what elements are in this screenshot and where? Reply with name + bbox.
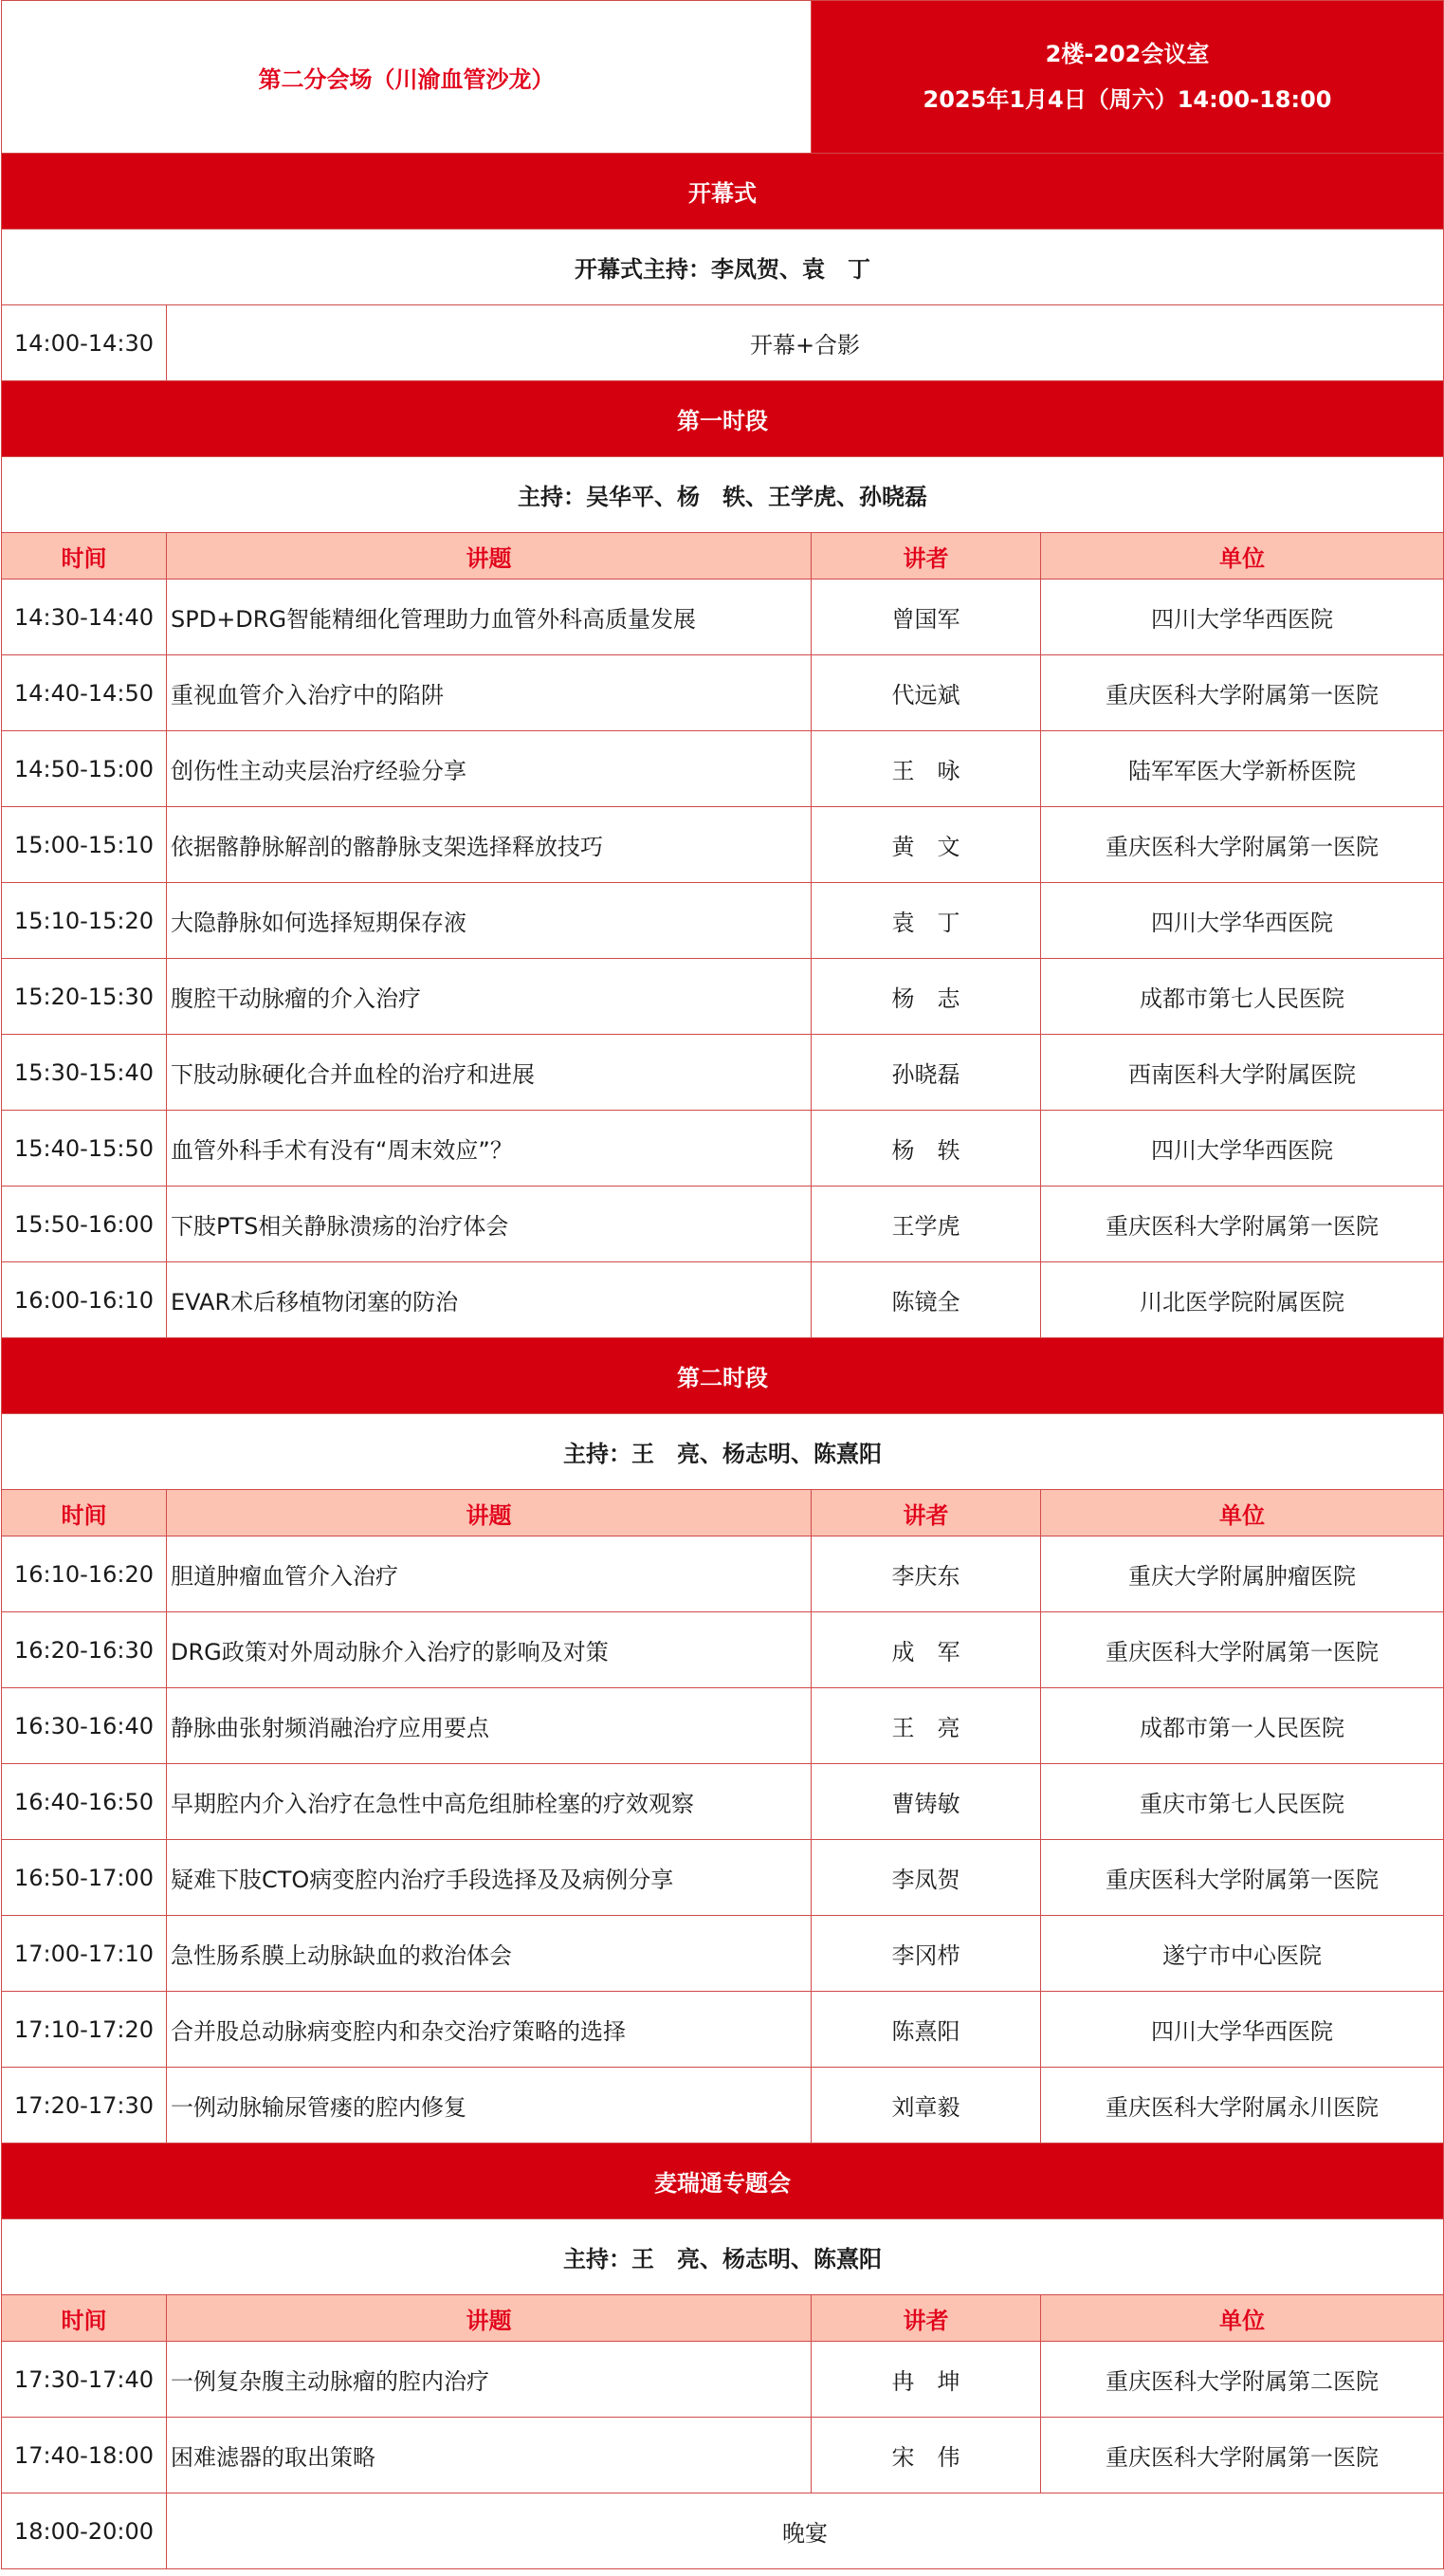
speaker-cell: 王 咏 bbox=[812, 731, 1041, 807]
table-row bbox=[2, 1262, 1444, 1338]
org-cell: 重庆医科大学附属第一医院 bbox=[1041, 807, 1444, 883]
org-cell: 重庆医科大学附属第一医院 bbox=[1041, 2418, 1444, 2493]
org-cell: 成都市第一人民医院 bbox=[1041, 1688, 1444, 1764]
org-cell: 四川大学华西医院 bbox=[1041, 580, 1444, 655]
topic-cell: 急性肠系膜上动脉缺血的救治体会 bbox=[167, 1916, 812, 1992]
topic-cell: 依据髂静脉解剖的髂静脉支架选择释放技巧 bbox=[167, 807, 812, 883]
time-cell: 15:50-16:00 bbox=[2, 1187, 167, 1262]
section-host: 主持：王 亮、杨志明、陈熹阳 bbox=[2, 1414, 1444, 1490]
speaker-cell: 黄 文 bbox=[812, 807, 1041, 883]
opening-item: 开幕+合影 bbox=[167, 305, 1444, 381]
org-cell: 重庆医科大学附属第二医院 bbox=[1041, 2342, 1444, 2418]
org-cell: 重庆医科大学附属第一医院 bbox=[1041, 1187, 1444, 1262]
org-cell: 陆军军医大学新桥医院 bbox=[1041, 731, 1444, 807]
schedule-table bbox=[1, 0, 1444, 2569]
speaker-cell: 刘章毅 bbox=[812, 2068, 1041, 2144]
topic-cell: 胆道肿瘤血管介入治疗 bbox=[167, 1536, 812, 1612]
table-row bbox=[2, 1916, 1444, 1992]
speaker-cell: 杨 轶 bbox=[812, 1111, 1041, 1187]
org-cell: 成都市第七人民医院 bbox=[1041, 959, 1444, 1035]
speaker-cell: 曾国军 bbox=[812, 580, 1041, 655]
topic-cell: 一例复杂腹主动脉瘤的腔内治疗 bbox=[167, 2342, 812, 2418]
speaker-cell: 李冈栉 bbox=[812, 1916, 1041, 1992]
org-cell: 重庆大学附属肿瘤医院 bbox=[1041, 1536, 1444, 1612]
session2-title-row bbox=[2, 1338, 1444, 1414]
topic-cell: 困难滤器的取出策略 bbox=[167, 2418, 812, 2493]
time-cell: 14:50-15:00 bbox=[2, 731, 167, 807]
section-host: 主持：王 亮、杨志明、陈熹阳 bbox=[2, 2219, 1444, 2295]
time-cell: 18:00-20:00 bbox=[2, 2493, 167, 2569]
header-info bbox=[812, 1, 1444, 154]
speaker-cell: 孙晓磊 bbox=[812, 1035, 1041, 1111]
time-cell: 17:30-17:40 bbox=[2, 2342, 167, 2418]
topic-cell: SPD+DRG智能精细化管理助力血管外科高质量发展 bbox=[167, 580, 812, 655]
org-cell: 重庆医科大学附属第一医院 bbox=[1041, 1612, 1444, 1688]
time-cell: 16:50-17:00 bbox=[2, 1840, 167, 1916]
table-row bbox=[2, 1992, 1444, 2068]
table-row bbox=[2, 580, 1444, 655]
column-header-time: 时间 bbox=[2, 533, 167, 580]
time-cell: 15:30-15:40 bbox=[2, 1035, 167, 1111]
header-row bbox=[2, 1, 1444, 154]
speaker-cell: 袁 丁 bbox=[812, 883, 1041, 959]
page-title: 第二分会场（川渝血管沙龙） bbox=[2, 1, 812, 154]
table-row bbox=[2, 1111, 1444, 1187]
session3-title-row bbox=[2, 2144, 1444, 2219]
speaker-cell: 曹铸敏 bbox=[812, 1764, 1041, 1840]
time-cell: 16:20-16:30 bbox=[2, 1612, 167, 1688]
column-header-row bbox=[2, 2295, 1444, 2342]
time-cell: 17:20-17:30 bbox=[2, 2068, 167, 2144]
section-title: 第二时段 bbox=[2, 1338, 1444, 1414]
org-cell: 四川大学华西医院 bbox=[1041, 883, 1444, 959]
section-title: 第一时段 bbox=[2, 381, 1444, 457]
table-row bbox=[2, 1688, 1444, 1764]
speaker-cell: 成 军 bbox=[812, 1612, 1041, 1688]
column-header-row bbox=[2, 533, 1444, 580]
topic-cell: 重视血管介入治疗中的陷阱 bbox=[167, 655, 812, 731]
time-cell: 17:10-17:20 bbox=[2, 1992, 167, 2068]
table-row bbox=[2, 883, 1444, 959]
speaker-cell: 陈镜全 bbox=[812, 1262, 1041, 1338]
time-cell: 14:00-14:30 bbox=[2, 305, 167, 381]
section-title: 麦瑞通专题会 bbox=[2, 2144, 1444, 2219]
speaker-cell: 杨 志 bbox=[812, 959, 1041, 1035]
topic-cell: 静脉曲张射频消融治疗应用要点 bbox=[167, 1688, 812, 1764]
session3-host-row bbox=[2, 2219, 1444, 2295]
closing-item: 晚宴 bbox=[167, 2493, 1444, 2569]
session1-host-row bbox=[2, 457, 1444, 533]
org-cell: 重庆医科大学附属永川医院 bbox=[1041, 2068, 1444, 2144]
column-header-speaker: 讲者 bbox=[812, 2295, 1041, 2342]
column-header-time: 时间 bbox=[2, 1490, 167, 1536]
table-row bbox=[2, 655, 1444, 731]
topic-cell: EVAR术后移植物闭塞的防治 bbox=[167, 1262, 812, 1338]
table-row bbox=[2, 1187, 1444, 1262]
column-header-topic: 讲题 bbox=[167, 1490, 812, 1536]
datetime: 2025年1月4日（周六）14:00-18:00 bbox=[923, 86, 1332, 113]
table-row bbox=[2, 2418, 1444, 2493]
column-header-org: 单位 bbox=[1041, 1490, 1444, 1536]
opening-row bbox=[2, 305, 1444, 381]
speaker-cell: 李凤贺 bbox=[812, 1840, 1041, 1916]
time-cell: 15:20-15:30 bbox=[2, 959, 167, 1035]
speaker-cell: 冉 坤 bbox=[812, 2342, 1041, 2418]
column-header-speaker: 讲者 bbox=[812, 533, 1041, 580]
column-header-org: 单位 bbox=[1041, 533, 1444, 580]
speaker-cell: 陈熹阳 bbox=[812, 1992, 1041, 2068]
topic-cell: 下肢PTS相关静脉溃疡的治疗体会 bbox=[167, 1187, 812, 1262]
closing-row bbox=[2, 2493, 1444, 2569]
table-row bbox=[2, 1840, 1444, 1916]
column-header-topic: 讲题 bbox=[167, 533, 812, 580]
topic-cell: 下肢动脉硬化合并血栓的治疗和进展 bbox=[167, 1035, 812, 1111]
table-row bbox=[2, 807, 1444, 883]
venue: 2楼-202会议室 bbox=[1045, 41, 1210, 67]
table-row bbox=[2, 1035, 1444, 1111]
time-cell: 14:40-14:50 bbox=[2, 655, 167, 731]
table-row bbox=[2, 2068, 1444, 2144]
section-title: 开幕式 bbox=[2, 154, 1444, 230]
speaker-cell: 宋 伟 bbox=[812, 2418, 1041, 2493]
opening-title-row bbox=[2, 154, 1444, 230]
org-cell: 重庆医科大学附属第一医院 bbox=[1041, 1840, 1444, 1916]
org-cell: 重庆市第七人民医院 bbox=[1041, 1764, 1444, 1840]
time-cell: 15:00-15:10 bbox=[2, 807, 167, 883]
column-header-row bbox=[2, 1490, 1444, 1536]
table-row bbox=[2, 731, 1444, 807]
column-header-time: 时间 bbox=[2, 2295, 167, 2342]
session2-host-row bbox=[2, 1414, 1444, 1490]
topic-cell: 血管外科手术有没有“周末效应”？ bbox=[167, 1111, 812, 1187]
time-cell: 14:30-14:40 bbox=[2, 580, 167, 655]
time-cell: 16:10-16:20 bbox=[2, 1536, 167, 1612]
topic-cell: 合并股总动脉病变腔内和杂交治疗策略的选择 bbox=[167, 1992, 812, 2068]
time-cell: 17:00-17:10 bbox=[2, 1916, 167, 1992]
table-row bbox=[2, 2342, 1444, 2418]
time-cell: 15:40-15:50 bbox=[2, 1111, 167, 1187]
speaker-cell: 代远斌 bbox=[812, 655, 1041, 731]
time-cell: 16:40-16:50 bbox=[2, 1764, 167, 1840]
speaker-cell: 李庆东 bbox=[812, 1536, 1041, 1612]
column-header-topic: 讲题 bbox=[167, 2295, 812, 2342]
table-row bbox=[2, 1764, 1444, 1840]
column-header-org: 单位 bbox=[1041, 2295, 1444, 2342]
org-cell: 四川大学华西医院 bbox=[1041, 1111, 1444, 1187]
topic-cell: 大隐静脉如何选择短期保存液 bbox=[167, 883, 812, 959]
org-cell: 重庆医科大学附属第一医院 bbox=[1041, 655, 1444, 731]
org-cell: 遂宁市中心医院 bbox=[1041, 1916, 1444, 1992]
section-host: 开幕式主持：李凤贺、袁 丁 bbox=[2, 230, 1444, 305]
time-cell: 15:10-15:20 bbox=[2, 883, 167, 959]
opening-host-row bbox=[2, 230, 1444, 305]
speaker-cell: 王学虎 bbox=[812, 1187, 1041, 1262]
speaker-cell: 王 亮 bbox=[812, 1688, 1041, 1764]
topic-cell: 创伤性主动夹层治疗经验分享 bbox=[167, 731, 812, 807]
table-row bbox=[2, 959, 1444, 1035]
topic-cell: 疑难下肢CTO病变腔内治疗手段选择及及病例分享 bbox=[167, 1840, 812, 1916]
session1-title-row bbox=[2, 381, 1444, 457]
table-row bbox=[2, 1612, 1444, 1688]
section-host: 主持：吴华平、杨 轶、王学虎、孙晓磊 bbox=[2, 457, 1444, 533]
column-header-speaker: 讲者 bbox=[812, 1490, 1041, 1536]
org-cell: 川北医学院附属医院 bbox=[1041, 1262, 1444, 1338]
time-cell: 16:30-16:40 bbox=[2, 1688, 167, 1764]
time-cell: 16:00-16:10 bbox=[2, 1262, 167, 1338]
org-cell: 四川大学华西医院 bbox=[1041, 1992, 1444, 2068]
topic-cell: 腹腔干动脉瘤的介入治疗 bbox=[167, 959, 812, 1035]
time-cell: 17:40-18:00 bbox=[2, 2418, 167, 2493]
table-row bbox=[2, 1536, 1444, 1612]
org-cell: 西南医科大学附属医院 bbox=[1041, 1035, 1444, 1111]
topic-cell: 一例动脉输尿管瘘的腔内修复 bbox=[167, 2068, 812, 2144]
topic-cell: 早期腔内介入治疗在急性中高危组肺栓塞的疗效观察 bbox=[167, 1764, 812, 1840]
topic-cell: DRG政策对外周动脉介入治疗的影响及对策 bbox=[167, 1612, 812, 1688]
